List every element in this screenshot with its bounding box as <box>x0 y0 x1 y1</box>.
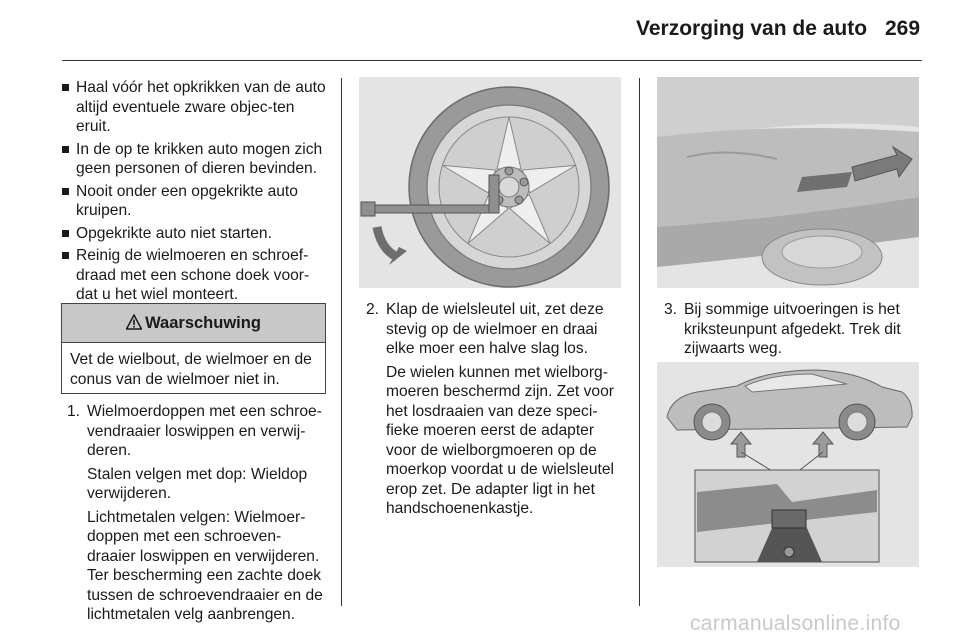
warning-header <box>62 304 325 343</box>
step-paragraph: Wielmoerdoppen met een schroe-vendraaier loswippen en verwij-deren. <box>87 403 322 459</box>
jacking-point-cover-illustration <box>657 77 919 288</box>
bullet-square-icon <box>62 188 69 195</box>
warning-box <box>61 303 326 394</box>
list-item: Nooit onder een opgekrikte auto kruipen. <box>62 182 327 221</box>
column-divider-2 <box>639 78 640 606</box>
list-item: Reinig de wielmoeren en schroef-draad met een schone doek voor-dat u het wiel monteert. <box>62 246 327 305</box>
car-jacking-points-illustration <box>657 362 919 567</box>
column-divider-1 <box>341 78 342 606</box>
bullet-square-icon <box>62 84 69 91</box>
step-paragraph: Lichtmetalen velgen: Wielmoer-doppen met een schroeven-draaier loswippen en verwijderen. Ter bescherming een zachte doek tussen de schroevendraaier en de lichtmetalen velg aanbrengen. <box>87 508 323 623</box>
step-1 <box>67 402 329 629</box>
bullet-square-icon <box>62 252 69 259</box>
bullet-square-icon <box>62 230 69 237</box>
list-item: Opgekrikte auto niet starten. <box>62 224 327 244</box>
warning-title: Waarschuwing <box>145 314 261 332</box>
precaution-list <box>62 78 327 308</box>
page-number: 269 <box>885 17 921 40</box>
step-paragraph: Stalen velgen met dop: Wieldop verwijderen. <box>87 465 308 502</box>
step-number: 3. <box>664 301 678 318</box>
bullet-square-icon <box>62 146 69 153</box>
warning-text: Vet de wielbout, de wielmoer en de conus van de wielmoer niet in. <box>70 351 312 388</box>
step-3 <box>664 300 922 363</box>
step-paragraph: De wielen kunnen met wielborg-moeren beschermd zijn. Zet voor het losdraaien van deze speci-fieke moeren eerst de adapter voor de wielborgmoeren op de moerkop voordat u de wielsleutel erop zet. De adapter ligt in het handschoenenkastje. <box>386 363 614 517</box>
step-paragraph: Bij sommige uitvoeringen is het kriksteunpunt afgedekt. Trek dit zijwaarts weg. <box>684 301 901 357</box>
step-number: 2. <box>366 301 380 318</box>
header-rule <box>62 60 922 61</box>
list-item: Haal vóór het opkrikken van de auto altijd eventuele zware objec-ten eruit. <box>62 78 327 137</box>
warning-triangle-icon <box>126 314 142 330</box>
step-paragraph: Klap de wielsleutel uit, zet deze stevig op de wielmoer en draai elke moer een halve slag los. <box>386 301 604 357</box>
step-2 <box>366 300 624 523</box>
wheel-wrench-illustration <box>359 77 621 288</box>
watermark-text: carmanualsonline.info <box>690 612 901 635</box>
step-number: 1. <box>67 403 81 420</box>
list-item: In de op te krikken auto mogen zich geen personen of dieren bevinden. <box>62 140 327 179</box>
page-header-title: Verzorging van de auto <box>636 17 868 40</box>
